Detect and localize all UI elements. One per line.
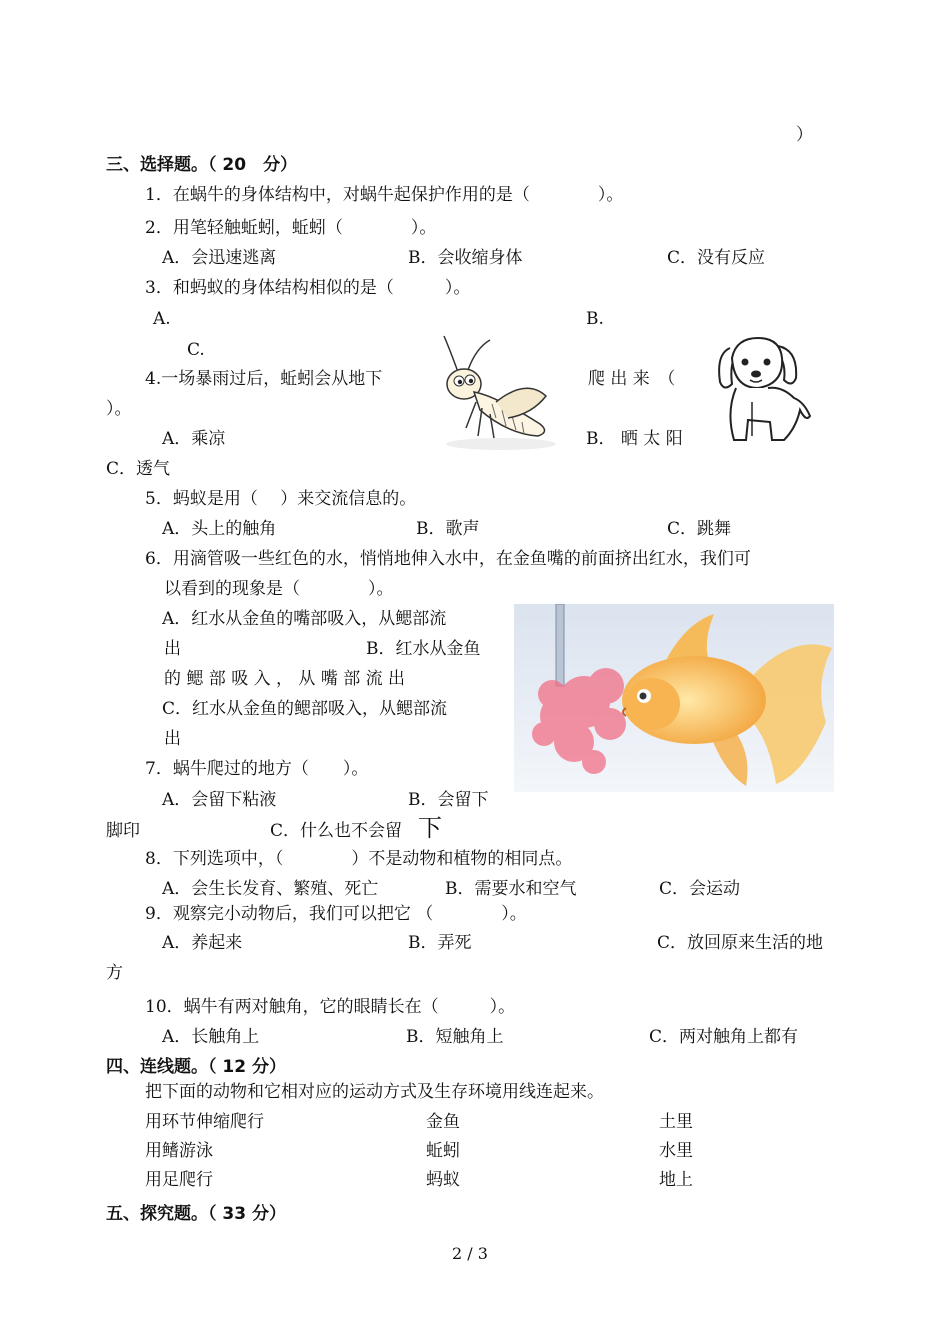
section-3-title: 三、选择题。（ 20 分） (106, 155, 298, 175)
q10-option-a: A．长触角上 (162, 1027, 260, 1047)
q9-option-c: C．放回原来生活的地 (657, 933, 824, 953)
section-5-title: 五、探究题。（ 33 分） (106, 1204, 286, 1224)
question-3: 3．和蚂蚁的身体结构相似的是（ ）。 (145, 278, 471, 298)
q7-option-a: A．会留下粘液 (162, 790, 277, 810)
q8-option-a: A．会生长发育、繁殖、死亡 (162, 879, 379, 899)
question-8: 8．下列选项中，（ ）不是动物和植物的相同点。 (145, 849, 573, 869)
stray-paren: ） (796, 125, 813, 145)
q9-option-a: A．养起来 (162, 933, 243, 953)
question-6-line-2: 以看到的现象是（ ）。 (164, 579, 394, 599)
q7-option-b: B．会留下 (408, 790, 489, 810)
q3-option-a: A. (153, 309, 171, 329)
q10-option-b: B．短触角上 (406, 1027, 504, 1047)
question-7: 7．蜗牛爬过的地方（ ）。 (145, 759, 369, 779)
q8-option-c: C．会运动 (659, 879, 741, 899)
question-10: 10．蜗牛有两对触角，它的眼睛长在（ ）。 (145, 997, 516, 1017)
q6-option-a-line-1: A．红水从金鱼的嘴部吸入，从鳃部流 (162, 609, 447, 629)
q7-option-c: C．什么也不会留 (270, 821, 403, 841)
q3-option-b: B. (586, 309, 604, 329)
match-animal-2: 蚯蚓 (426, 1141, 460, 1161)
match-movement-2: 用鳍游泳 (145, 1141, 213, 1161)
q2-option-a: A．会迅速逃离 (162, 248, 277, 268)
dog-image (712, 332, 814, 448)
section-4-title: 四、连线题。（ 12 分） (106, 1057, 286, 1077)
match-animal-1: 金鱼 (426, 1112, 460, 1132)
q10-option-c: C．两对触角上都有 (649, 1027, 799, 1047)
question-1: 1．在蜗牛的身体结构中，对蜗牛起保护作用的是（ ）。 (145, 185, 624, 205)
goldfish-image (514, 604, 834, 792)
q2-option-b: B．会收缩身体 (408, 248, 523, 268)
question-6-line-1: 6．用滴管吸一些红色的水，悄悄地伸入水中，在金鱼嘴的前面挤出红水，我们可 (145, 549, 751, 569)
q7-option-c-large-char: 下 (418, 814, 442, 842)
q6-option-c-line-2: 出 (164, 729, 181, 749)
q6-option-b-line-1: B．红水从金鱼 (366, 639, 481, 659)
section-4-instruction: 把下面的动物和它相对应的运动方式及生存环境用线连起来。 (145, 1082, 604, 1102)
match-movement-1: 用环节伸缩爬行 (145, 1112, 264, 1132)
q7-option-b-continued: 脚印 (106, 821, 140, 841)
q4-option-c: C．透气 (106, 459, 171, 479)
q9-option-b: B．弄死 (408, 933, 472, 953)
match-habitat-2: 水里 (659, 1141, 693, 1161)
grasshopper-image (436, 332, 566, 452)
q5-option-c: C．跳舞 (667, 519, 732, 539)
question-9: 9．观察完小动物后，我们可以把它 （ ）。 (145, 904, 527, 924)
question-5: 5．蚂蚁是用（ ）来交流信息的。 (145, 489, 417, 509)
q4-option-b: B． 晒 太 阳 (586, 429, 683, 449)
q5-option-b: B．歌声 (416, 519, 480, 539)
q6-option-c-line-1: C．红水从金鱼的鳃部吸入，从鳃部流 (162, 699, 448, 719)
question-4-right: 爬 出 来 （ (588, 369, 676, 389)
match-animal-3: 蚂蚁 (426, 1170, 460, 1190)
q5-option-a: A．头上的触角 (162, 519, 277, 539)
match-habitat-3: 地上 (659, 1170, 693, 1190)
q6-option-a-line-2: 出 (164, 639, 181, 659)
q8-option-b: B．需要水和空气 (445, 879, 577, 899)
match-movement-3: 用足爬行 (145, 1170, 213, 1190)
match-habitat-1: 土里 (659, 1112, 693, 1132)
q6-option-b-line-2: 的 鳃 部 吸 入 ， 从 嘴 部 流 出 (164, 669, 406, 689)
q2-option-c: C．没有反应 (667, 248, 766, 268)
q9-option-c-continued: 方 (106, 963, 123, 983)
question-4-continued: ）。 (106, 399, 132, 419)
q4-option-a: A．乘凉 (162, 429, 226, 449)
q3-option-c: C. (187, 340, 205, 360)
page-number: 2 / 3 (452, 1244, 488, 1263)
question-2: 2．用笔轻触蚯蚓，蚯蚓（ ）。 (145, 218, 437, 238)
question-4: 4.一场暴雨过后，蚯蚓会从地下 (145, 369, 383, 389)
